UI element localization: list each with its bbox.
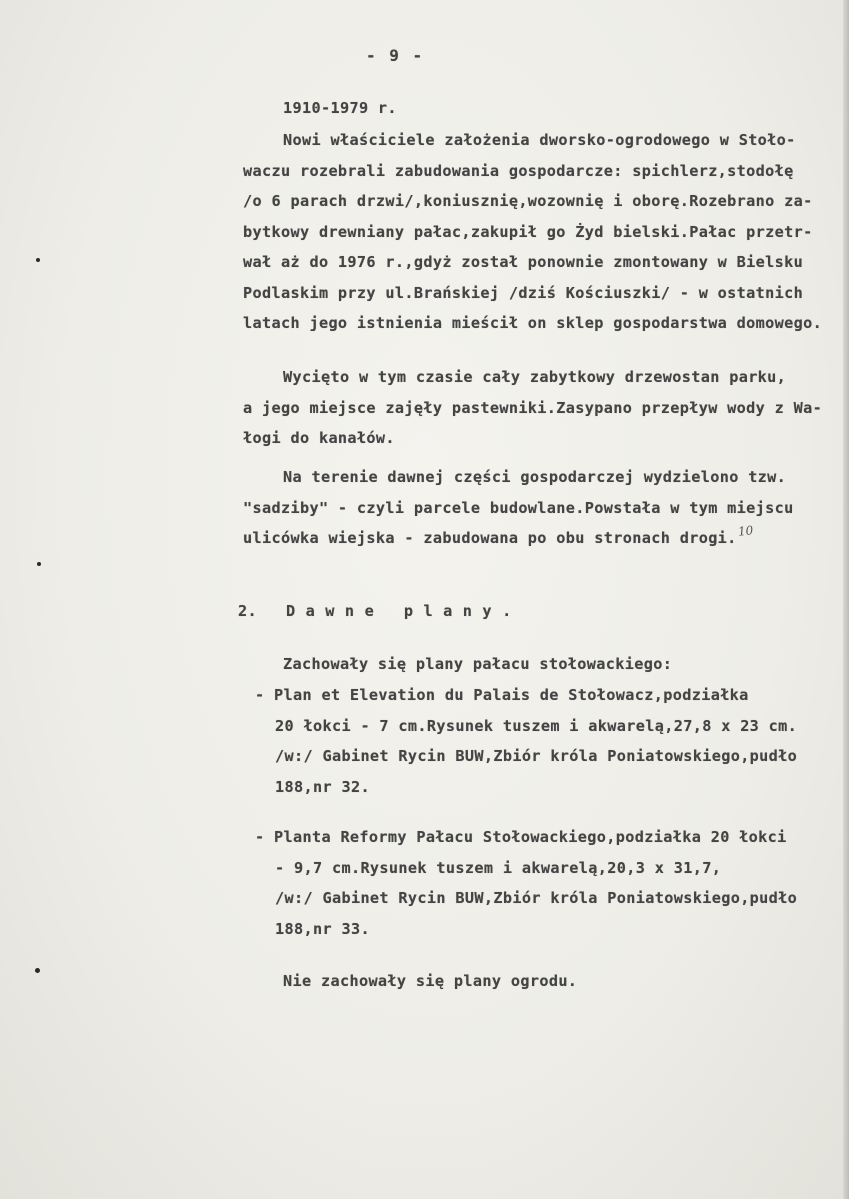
paragraph-1-line: wał aż do 1976 r.,gdyż został ponownie zmontowany w Bielsku — [243, 253, 804, 271]
paper-speck — [35, 968, 40, 973]
paragraph-3-line: "sadziby" - czyli parcele budowlane.Powstała w tym miejscu — [243, 498, 794, 517]
section-heading-number: 2. — [238, 602, 257, 620]
plan-item — [255, 681, 797, 803]
page-number: - 9 - — [366, 46, 425, 65]
paragraph-2-line: a jego miejsce zajęły pastewniki.Zasypano przepływ wody z Wa- — [243, 398, 823, 417]
paragraph-3-line: ulicówka wiejska - zabudowana po obu stronach drogi. — [243, 529, 737, 547]
paragraph-3 — [243, 463, 794, 555]
paper-speck — [37, 562, 41, 566]
plan-item-line: - Plan et Elevation du Palais de Stołowacz,podziałka — [255, 686, 749, 704]
paragraph-1-line: /o 6 parach drzwi/,koniusznię,wozownię i oborę.Rozebrano za- — [243, 192, 813, 210]
plans-intro: Zachowały się plany pałacu stołowackiego: — [283, 655, 673, 673]
paragraph-2-line: łogi do kanałów. — [243, 429, 395, 447]
plan-item-line: 188,nr 33. — [275, 919, 370, 938]
section-year: 1910-1979 r. — [283, 99, 397, 117]
paragraph-1 — [243, 126, 823, 340]
plan-item-line: 188,nr 32. — [275, 777, 370, 796]
plan-item-line: - 9,7 cm.Rysunek tuszem i akwarelą,20,3 x 31,7, — [275, 858, 722, 877]
closing-line: Nie zachowały się plany ogrodu. — [283, 972, 578, 990]
marginal-note: 10 — [737, 523, 754, 539]
paragraph-2 — [243, 363, 823, 455]
plan-item-line: /w:/ Gabinet Rycin BUW,Zbiór króla Poniatowskiego,pudło — [275, 747, 798, 765]
page-edge — [843, 0, 849, 1199]
plans-list — [255, 681, 797, 945]
paragraph-1-line: Podlaskim przy ul.Brańskiej /dziś Kościuszki/ - w ostatnich — [243, 283, 804, 302]
paragraph-1-line: Nowi właściciele założenia dworsko-ogrodowego w Stoło- — [283, 131, 796, 149]
plan-item-line: 20 łokci - 7 cm.Rysunek tuszem i akwarelą,27,8 x 23 cm. — [275, 716, 798, 735]
paragraph-1-line: waczu rozebrali zabudowania gospodarcze: spichlerz,stodołę — [243, 161, 794, 180]
paper-speck — [36, 258, 40, 262]
section-heading — [238, 597, 522, 625]
paragraph-1-line: bytkowy drewniany pałac,zakupił go Żyd bielski.Pałac przetr- — [243, 222, 813, 241]
paragraph-2-line: Wycięto w tym czasie cały zabytkowy drzewostan parku, — [283, 368, 787, 386]
section-heading-title: Dawne plany. — [286, 602, 522, 620]
paragraph-1-line: latach jego istnienia mieścił on sklep gospodarstwa domowego. — [243, 314, 823, 332]
plan-item — [255, 823, 797, 945]
plan-item-line: - Planta Reformy Pałacu Stołowackiego,podziałka 20 łokci — [255, 828, 787, 846]
plan-item-line: /w:/ Gabinet Rycin BUW,Zbiór króla Poniatowskiego,pudło — [275, 889, 798, 907]
paragraph-3-line: Na terenie dawnej części gospodarczej wydzielono tzw. — [283, 468, 787, 486]
